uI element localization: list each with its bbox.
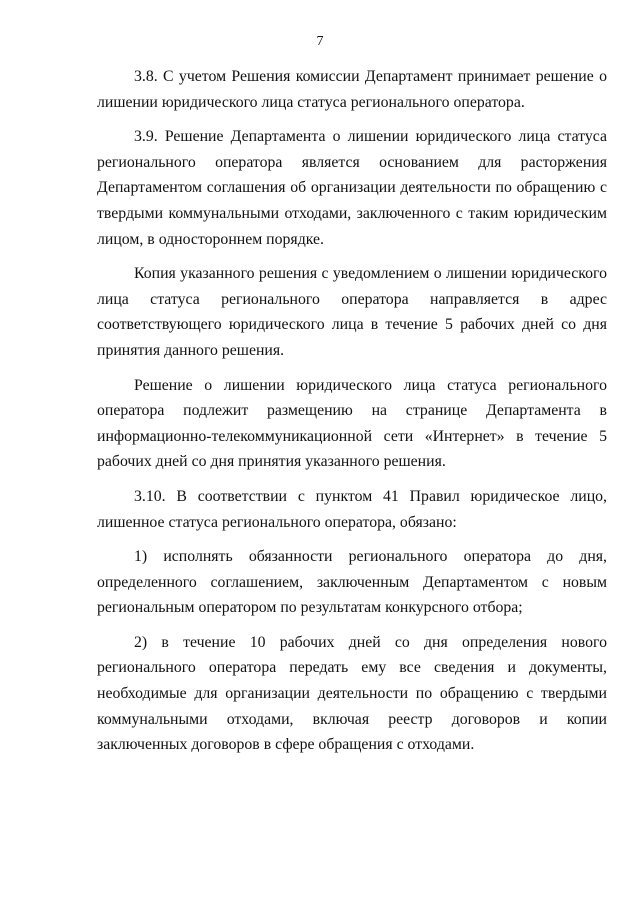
paragraph-3-10: 3.10. В соответствии с пунктом 41 Правил юридическое лицо, лишенное статуса регионального оператора, обязано: bbox=[97, 487, 607, 531]
list-item-1: 1) исполнять обязанности регионального оператора до дня, определенного соглашением, заключенным Департаментом с новым региональным оператором по результатам конкурсного отбора; bbox=[97, 548, 607, 617]
page-number: 7 bbox=[316, 34, 324, 49]
paragraph-3-9: 3.9. Решение Департамента о лишении юридического лица статуса регионального оператора является основанием для расторжения Департаментом соглашения об организации деятельности по обращению с твердыми коммунальными отходами, заключенного с таким юридическим лицом, в одностороннем порядке. bbox=[97, 128, 607, 248]
document-body bbox=[97, 64, 607, 767]
list-item-2: 2) в течение 10 рабочих дней со дня определения нового регионального оператора передать ему все сведения и документы, необходимые для организации деятельности по обращению с твердыми коммунальными отходами, включая реестр договоров и копии заключенных договоров в сфере обращения с отходами. bbox=[97, 633, 607, 754]
paragraph-3-8: 3.8. С учетом Решения комиссии Департамент принимает решение о лишении юридического лица статуса регионального оператора. bbox=[97, 68, 607, 111]
paragraph-decision-publication: Решение о лишении юридического лица статуса регионального оператора подлежит размещению на странице Департамента в информационно-телекоммуникационной сети «Интернет» в течение 5 рабочих дней со дня принятия указанного решения. bbox=[97, 376, 607, 471]
paragraph-copy-of-decision: Копия указанного решения с уведомлением о лишении юридического лица статуса регионального оператора направляется в адрес соответствующего юридического лица в течение 5 рабочих дней со дня принятия данного решения. bbox=[97, 265, 607, 359]
